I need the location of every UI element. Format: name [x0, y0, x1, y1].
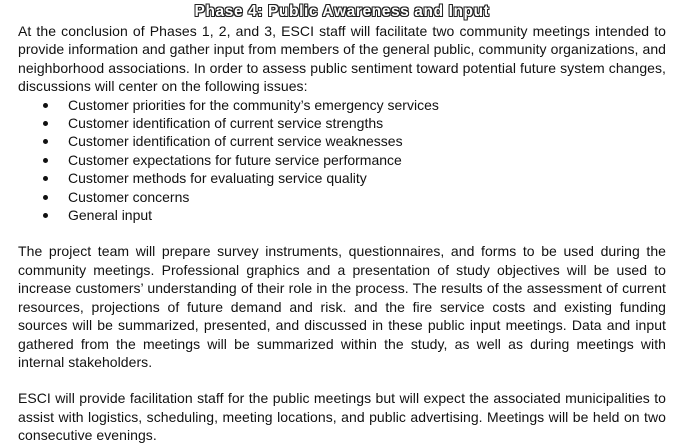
list-item — [18, 188, 666, 206]
list-item-text: Customer concerns — [68, 188, 190, 205]
list-item-text: Customer identification of current service strengths — [68, 115, 384, 132]
document-page — [18, 0, 666, 445]
paragraph-spacer — [18, 224, 666, 242]
list-item — [18, 206, 666, 224]
facilitation-paragraph: ESCI will provide facilitation staff for the public meetings but will expect the associated municipalities to assist with logistics, scheduling, meeting locations, and public advertising. Meetings will be held on two consecutive evenings. — [18, 390, 666, 444]
intro-paragraph: At the conclusion of Phases 1, 2, and 3, ESCI staff will facilitate two community meetings intended to provide information and gather input from members of the general public, community organizations, and neighborhood associations. In order to assess public sentiment toward potential future system changes, discussions will center on the following issues: — [18, 23, 666, 95]
bullet-icon — [43, 213, 48, 218]
paragraph-spacer — [18, 371, 666, 389]
section-heading: Phase 4: Public Awareness and Input — [194, 3, 490, 20]
list-item — [18, 169, 666, 187]
list-item — [18, 151, 666, 169]
bullet-icon — [43, 139, 48, 144]
list-item — [18, 96, 666, 114]
bullet-icon — [43, 195, 48, 200]
bullet-icon — [43, 121, 48, 126]
list-item — [18, 114, 666, 132]
issues-list — [18, 96, 666, 225]
bullet-icon — [43, 176, 48, 181]
list-item-text: General input — [68, 207, 153, 224]
bullet-icon — [43, 158, 48, 163]
list-item-text: Customer methods for evaluating service quality — [68, 170, 367, 187]
bullet-icon — [43, 103, 48, 108]
list-item-text: Customer identification of current service weaknesses — [68, 133, 403, 150]
list-item — [18, 132, 666, 150]
list-item-text: Customer expectations for future service performance — [68, 151, 402, 168]
list-item-text: Customer priorities for the community’s emergency services — [68, 96, 439, 113]
project-team-paragraph: The project team will prepare survey instruments, questionnaires, and forms to be used during the community meetings. Professional graphics and a presentation of study objectives will be used to increase customers’ understanding of their role in the process. The results of the assessment of current resources, projections of future demand and risk. and the fire service costs and existing funding sources will be summarized, presented, and discussed in these public input meetings. Data and input gathered from the meetings will be summarized within the study, as well as during meetings with internal stakeholders. — [18, 243, 666, 370]
